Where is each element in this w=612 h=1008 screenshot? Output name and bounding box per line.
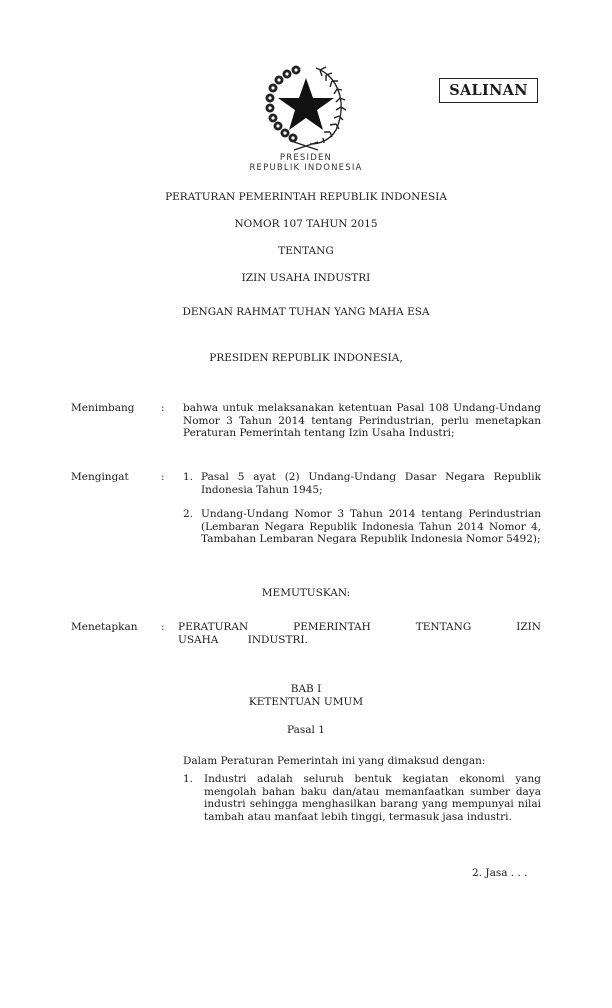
article-intro: Dalam Peraturan Pemerintah ini yang dimaksud dengan: — [183, 755, 486, 767]
chapter-title: KETENTUAN UMUM — [248, 696, 364, 708]
mengingat-colon: : — [161, 471, 165, 483]
mengingat-item-1-text: Pasal 5 ayat (2) Undang-Undang Dasar Negara Republik Indonesia Tahun 1945; — [201, 471, 541, 496]
chapter-number: BAB I — [290, 683, 322, 695]
regulation-tentang: TENTANG — [278, 245, 334, 257]
menimbang-text: bahwa untuk melaksanakan ketentuan Pasal 108 Undang-Undang Nomor 3 Tahun 2014 tentang Perindustrian, perlu menetapkan Peraturan Pemerintah tentang Izin Usaha Industri; — [183, 402, 541, 439]
salinan-stamp: SALINAN — [439, 78, 538, 103]
menimbang-label: Menimbang — [71, 402, 135, 414]
page-continuation: 2. Jasa . . . — [472, 867, 528, 879]
mengingat-item-1-number: 1. — [183, 471, 194, 483]
menetapkan-text: PERATURAN PEMERINTAH TENTANG IZIN USAHA INDUSTRI. — [178, 621, 541, 646]
memutuskan-heading: MEMUTUSKAN: — [261, 587, 351, 599]
mengingat-label: Mengingat — [71, 471, 129, 483]
mengingat-item-2-text: Undang-Undang Nomor 3 Tahun 2014 tentang Perindustrian (Lembaran Negara Republik Indonesia Tahun 2014 Nomor 4, Tambahan Lembaran Negara Republik Indonesia Nomor 5492); — [201, 508, 541, 545]
menetapkan-label: Menetapkan — [71, 621, 138, 633]
issuer: PRESIDEN REPUBLIK INDONESIA, — [209, 352, 403, 364]
regulation-subject: IZIN USAHA INDUSTRI — [241, 272, 371, 284]
menimbang-colon: : — [161, 402, 165, 414]
article-heading: Pasal 1 — [287, 724, 325, 736]
menetapkan-colon: : — [161, 621, 165, 633]
regulation-title: PERATURAN PEMERINTAH REPUBLIK INDONESIA — [165, 191, 447, 203]
regulation-number: NOMOR 107 TAHUN 2015 — [234, 218, 378, 230]
garuda-star-emblem-icon — [258, 58, 354, 154]
office-label-republik: REPUBLIK INDONESIA — [249, 163, 363, 173]
office-label-presiden: PRESIDEN — [279, 153, 333, 163]
definition-1-text: Industri adalah seluruh bentuk kegiatan ekonomi yang mengolah bahan baku dan/atau memanfaatkan sumber daya industri sehingga menghasilkan barang yang mempunyai nilai tambah atau manfaat lebih tinggi, termasuk jasa industri. — [204, 773, 541, 823]
definition-1-number: 1. — [183, 773, 194, 785]
invocation: DENGAN RAHMAT TUHAN YANG MAHA ESA — [182, 306, 430, 318]
mengingat-item-2-number: 2. — [183, 508, 194, 520]
